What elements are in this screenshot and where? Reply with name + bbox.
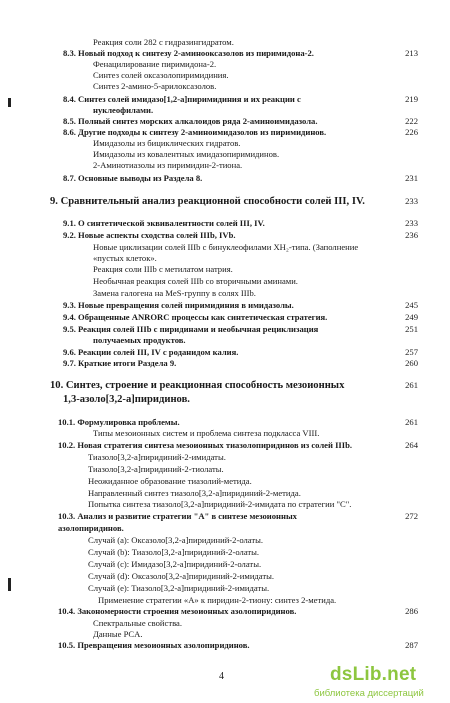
toc-line: 8.6. Другие подходы к синтезу 2-аминоимидазолов из пиримидинов. [63,127,327,137]
toc-page-number: 226 [405,127,418,137]
toc-line: 8.3. Новый подход к синтезу 2-аминооксазолов из пиримидона-2. [63,48,314,58]
toc-line: получаемых продуктов. [93,335,186,345]
toc-line: Реакция соли IIIb с метилатом натрия. [93,264,233,274]
toc-line: 9.5. Реакция солей IIIb с пиридинами и необычная рециклизация [63,324,319,334]
toc-page-number: 245 [405,300,418,310]
toc-line: Случай (b): Тиазоло[3,2-a]пиридиний-2-олаты. [88,547,260,557]
toc-page-number: 286 [405,606,418,616]
toc-line: Имидазолы из бициклических гидратов. [93,138,241,148]
toc-line: Синтез 2-амино-5-арилоксазолов. [93,81,217,91]
toc-line: 8.4. Синтез солей имидазо[1,2-a]пиримидиния и их реакции с [63,94,301,104]
toc-line: 10.4. Закономерности строения мезоионных азолопиридинов. [58,606,297,616]
section-page-number: 261 [405,380,418,390]
toc-line: нуклеофилами. [93,105,154,115]
toc-line: Применение стратегии «A» к пиридин-2-тиону: синтез 2-метида. [98,595,337,605]
toc-page-number: 213 [405,48,418,58]
toc-line: Попытка синтеза тиазоло[3,2-a]пиридиний-2-имидата по стратегии "С". [88,499,352,509]
toc-line: 9.7. Краткие итоги Раздела 9. [63,358,177,368]
toc-page-number: 222 [405,116,418,126]
toc-page-number: 287 [405,640,418,650]
page-number: 4 [219,671,224,682]
toc-line: Случай (d): Оксазоло[3,2-a]пиридиний-2-имидаты. [88,571,275,581]
section-heading: 9. Сравнительный анализ реакционной способности солей III, IV. [50,196,365,207]
toc-line: Случай (e): Тиазоло[3,2-a]пиридиний-2-имидаты. [88,583,270,593]
toc-line: Данные PCA. [93,629,143,639]
watermark-logo: dsLib.net [330,664,417,685]
toc-line: Тиазоло[3,2-a]пиридиний-2-имидаты. [88,452,226,462]
section-page-number: 233 [405,196,418,206]
toc-line: Направленный синтез тиазоло[3,2-a]пиридиний-2-метида. [88,488,301,498]
toc-page-number: 219 [405,94,418,104]
toc-page-number: 264 [405,440,418,450]
watermark-subtitle: библиотека диссертаций [314,688,424,699]
toc-line: Необычная реакция солей IIIb со вторичными аминами. [93,276,298,286]
toc-line: 8.7. Основные выводы из Раздела 8. [63,173,203,183]
toc-page-number: 249 [405,312,418,322]
section-heading: 10. Синтез, строение и реакционная способность мезоионных [50,380,345,391]
section-heading: 1,3-азоло[3,2-a]пиридинов. [63,394,190,405]
toc-line: 10.5. Превращения мезоионных азолопиридинов. [58,640,250,650]
toc-line: 9.4. Обращенные ANRORC процессы как синтетическая стратегия. [63,312,328,322]
toc-line: Фенацилирование пиримидона-2. [93,59,217,69]
toc-line: Реакция соли 282 с гидразингидратом. [93,37,234,47]
toc-line: Спектральные свойства. [93,618,182,628]
toc-page-number: 251 [405,324,418,334]
toc-page-number: 257 [405,347,418,357]
toc-page-number: 236 [405,230,418,240]
toc-line: 9.1. О синтетической эквивалентности солей III, IV. [63,218,265,228]
toc-line: Тиазоло[3,2-a]пиридиний-2-тиолаты. [88,464,224,474]
toc-line: Случай (c): Имидазо[3,2-a]пиридиний-2-олаты. [88,559,262,569]
toc-page-number: 233 [405,218,418,228]
toc-line: Случай (a): Оксазоло[3,2-a]пиридиний-2-олаты. [88,535,264,545]
toc-line: азолопиридинов. [58,523,124,533]
toc-line: Замена галогена на MeS-группу в солях IIIb. [93,288,256,298]
toc-line: 10.1. Формулировка проблемы. [58,417,180,427]
toc-line: 2-Аминотиазолы из пиримидин-2-тиона. [93,160,243,170]
toc-page-number: 260 [405,358,418,368]
toc-line: Неожиданное образование тиазолий-метида. [88,476,252,486]
toc-line: 10.3. Анализ и развитие стратегии "А" в синтезе мезоионных [58,511,297,521]
toc-line: Имидазолы из ковалентных имидазопиримидинов. [93,149,280,159]
toc-line: 9.6. Реакции солей III, IV с роданидом калия. [63,347,239,357]
toc-page-number: 231 [405,173,418,183]
margin-mark [8,578,11,591]
toc-line: 9.3. Новые превращения солей пиримидиния в имидазолы. [63,300,294,310]
toc-line: Новые циклизации солей IIIb с бинуклеофилами XH₂-типа. (Заполнение [93,242,359,252]
watermark [312,664,448,700]
toc-line: 8.5. Полный синтез морских алкалоидов ряда 2-аминоимидазола. [63,116,318,126]
toc-line: Синтез солей оксазолопиримидиния. [93,70,229,80]
toc-line: 10.2. Новая стратегия синтеза мезоионных тиазолопиридинов из солей IIIb. [58,440,353,450]
toc-line: 9.2. Новые аспекты сходства солей IIIb, IVb. [63,230,236,240]
toc-line: Типы мезоионных систем и проблема синтеза подкласса VIII. [93,428,320,438]
toc-page-number: 272 [405,511,418,521]
toc-line: «пустых клеток». [93,253,157,263]
toc-page-number: 261 [405,417,418,427]
margin-mark [8,98,11,107]
